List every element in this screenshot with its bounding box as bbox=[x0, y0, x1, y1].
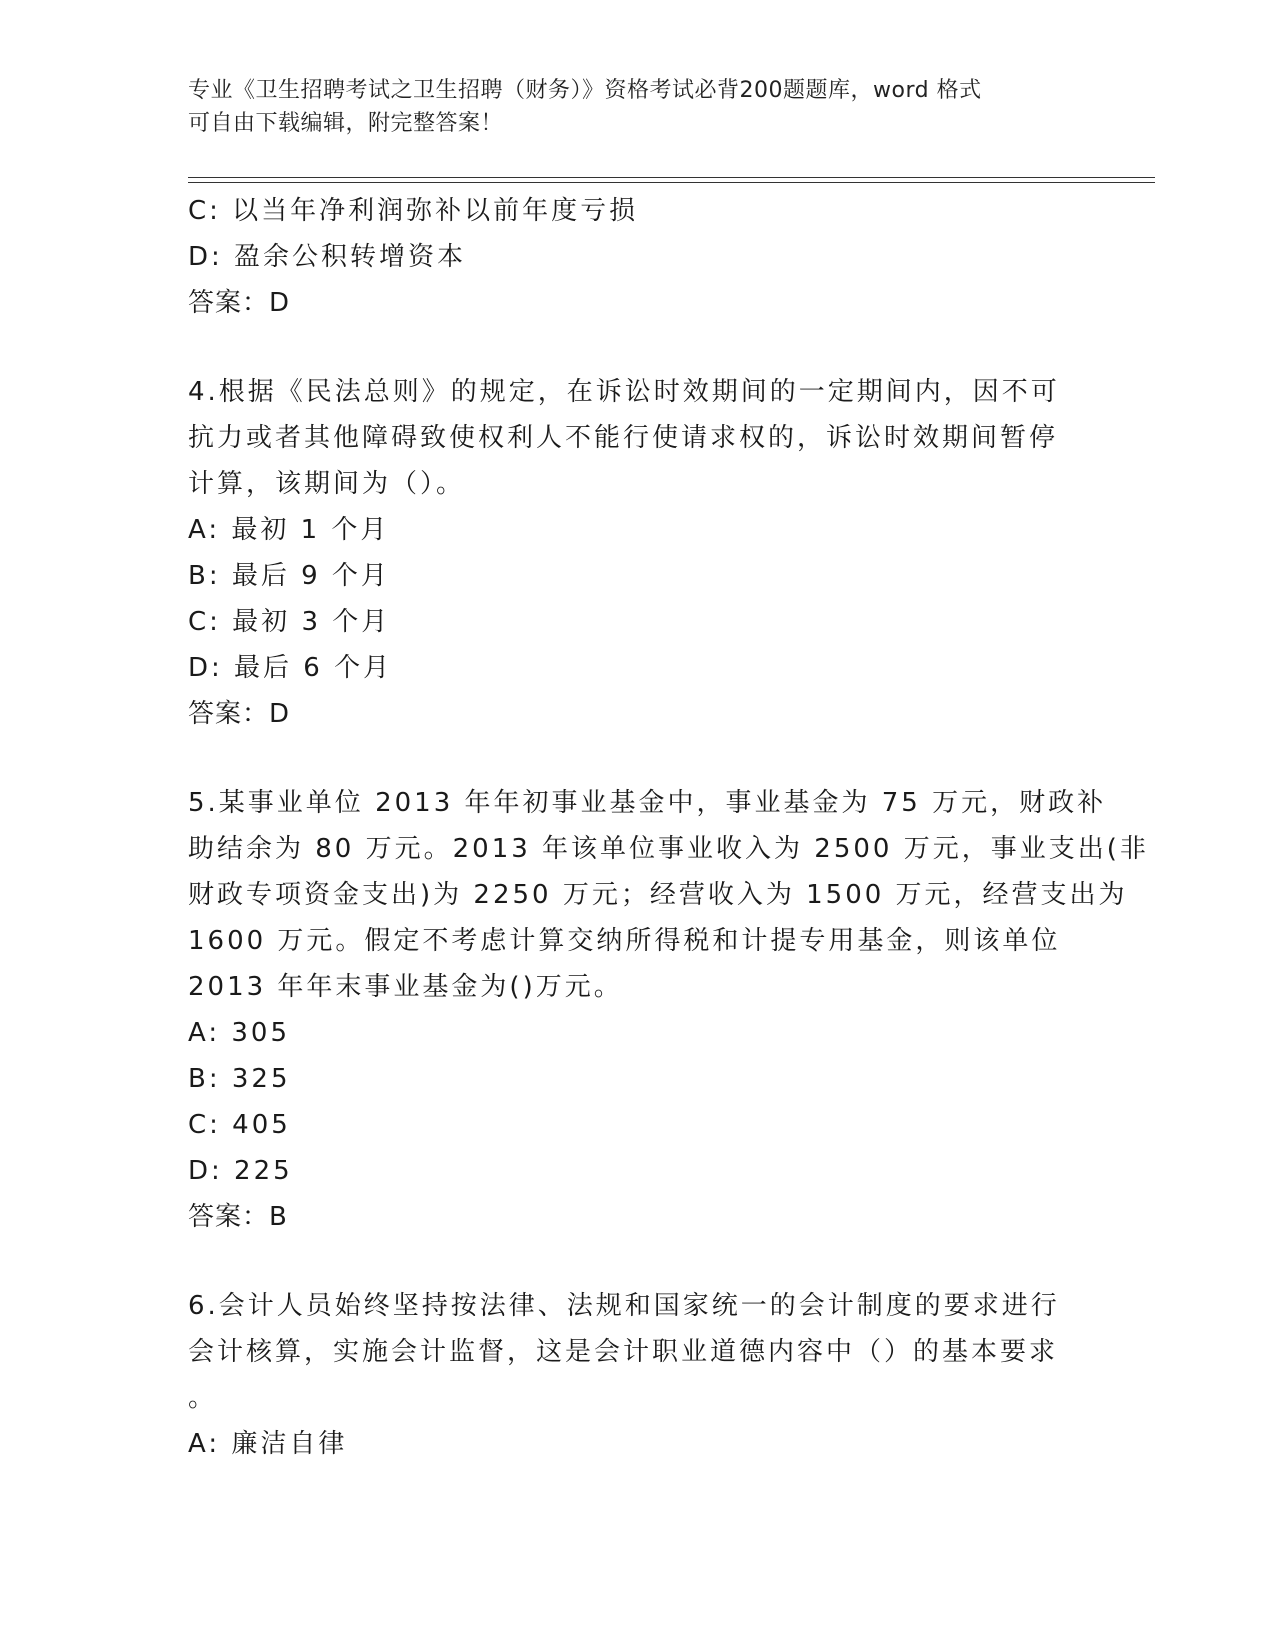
q6-stem-line: 6.会计人员始终坚持按法律、法规和国家统一的会计制度的要求进行 bbox=[188, 1291, 1060, 1321]
header-divider-thick bbox=[188, 177, 1155, 178]
q5-stem-line: 5.某事业单位 2013 年年初事业基金中，事业基金为 75 万元，财政补 bbox=[188, 788, 1107, 818]
q5-stem-line: 助结余为 80 万元。2013 年该单位事业收入为 2500 万元，事业支出(非 bbox=[188, 834, 1149, 864]
q4-option-b: B: 最后 9 个月 bbox=[188, 561, 390, 591]
header-title-line-2: 可自由下载编辑，附完整答案！ bbox=[188, 111, 504, 136]
q5-stem-line: 2013 年年末事业基金为()万元。 bbox=[188, 972, 623, 1002]
q3-option-c: C: 以当年净利润弥补以前年度亏损 bbox=[188, 196, 639, 226]
q5-option-d: D: 225 bbox=[188, 1156, 293, 1186]
q5-stem-line: 财政专项资金支出)为 2250 万元；经营收入为 1500 万元，经营支出为 bbox=[188, 880, 1128, 910]
spacer bbox=[188, 737, 1088, 780]
q6-stem-line: 会计核算，实施会计监督，这是会计职业道德内容中（）的基本要求 bbox=[188, 1337, 1059, 1367]
q5-option-c: C: 405 bbox=[188, 1110, 291, 1140]
q5-stem-line: 1600 万元。假定不考虑计算交纳所得税和计提专用基金，则该单位 bbox=[188, 926, 1061, 956]
q5-option-b: B: 325 bbox=[188, 1064, 291, 1094]
q4-option-a: A: 最初 1 个月 bbox=[188, 515, 390, 545]
q4-option-d: D: 最后 6 个月 bbox=[188, 653, 393, 683]
question-content bbox=[188, 188, 1149, 1467]
q5-option-a: A: 305 bbox=[188, 1018, 290, 1048]
q6-stem-line: 。 bbox=[188, 1383, 218, 1413]
q4-stem-line: 计算，该期间为（）。 bbox=[188, 469, 466, 499]
page-header bbox=[188, 74, 1068, 140]
spacer bbox=[188, 1240, 1088, 1283]
spacer bbox=[188, 326, 1088, 369]
q6-option-a: A: 廉洁自律 bbox=[188, 1429, 348, 1459]
header-title-line-1: 专业《卫生招聘考试之卫生招聘（财务）》资格考试必背200题题库，word 格式 bbox=[188, 78, 982, 103]
q5-answer: 答案：B bbox=[188, 1202, 288, 1232]
q3-option-d: D: 盈余公积转增资本 bbox=[188, 242, 467, 272]
q4-option-c: C: 最初 3 个月 bbox=[188, 607, 391, 637]
q4-stem-line: 抗力或者其他障碍致使权利人不能行使请求权的，诉讼时效期间暂停 bbox=[188, 423, 1059, 453]
q3-answer: 答案：D bbox=[188, 288, 291, 318]
header-divider-thin bbox=[188, 182, 1155, 183]
q4-stem-line: 4.根据《民法总则》的规定，在诉讼时效期间的一定期间内，因不可 bbox=[188, 377, 1060, 407]
q4-answer: 答案：D bbox=[188, 699, 291, 729]
